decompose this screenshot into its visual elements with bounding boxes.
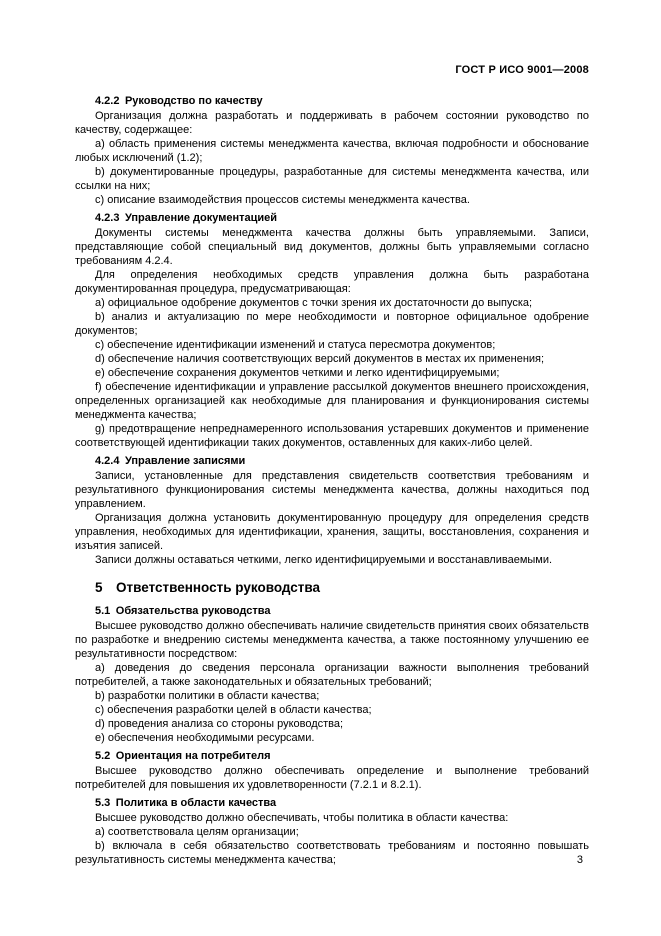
paragraph: Записи, установленные для представления свидетельств соответствия требованиям и результативного функционирования системы менеджмента качества, должны находиться под управлением. bbox=[75, 470, 589, 510]
list-item: b) анализ и актуализацию по мере необходимости и повторное официальное одобрение документов; bbox=[75, 311, 589, 337]
list-item: e) обеспечения необходимыми ресурсами. bbox=[95, 732, 315, 744]
list-item: g) предотвращение непреднамеренного использования устаревших документов и применение соответствующей идентификации таких документов, оставленных для каких-либо целей. bbox=[75, 423, 589, 449]
list-item: a) соответствовала целям организации; bbox=[95, 826, 299, 838]
list-item: a) область применения системы менеджмента качества, включая подробности и обоснование любых исключений (1.2); bbox=[75, 138, 589, 164]
paragraph: Для определения необходимых средств управления должна быть разработана документированная процедура, предусматривающая: bbox=[75, 269, 589, 295]
list-item: c) описание взаимодействия процессов системы менеджмента качества. bbox=[95, 194, 470, 206]
list-item: d) проведения анализа со стороны руководства; bbox=[95, 718, 344, 730]
subsection-heading: 5.1 Обязательства руководства bbox=[95, 605, 271, 617]
document-header: ГОСТ Р ИСО 9001—2008 bbox=[455, 64, 589, 76]
section-heading: 5 Ответственность руководства bbox=[95, 580, 321, 595]
subsection-heading: 4.2.2 Руководство по качеству bbox=[95, 95, 263, 107]
paragraph: Документы системы менеджмента качества должны быть управляемыми. Записи, представляющие собой специальный вид документов, должны быть управляемыми согласно требованиям 4.2.4. bbox=[75, 227, 589, 267]
subsection-heading: 4.2.3 Управление документацией bbox=[95, 212, 278, 224]
paragraph: Высшее руководство должно обеспечивать определение и выполнение требований потребителей для повышения их удовлетворенности (7.2.1 и 8.2.1). bbox=[75, 765, 589, 791]
subsection-heading: 5.3 Политика в области качества bbox=[95, 797, 277, 809]
paragraph: Организация должна разработать и поддерживать в рабочем состоянии руководство по качеству, содержащее: bbox=[75, 110, 589, 136]
list-item: a) официальное одобрение документов с точки зрения их достаточности до выпуска; bbox=[95, 297, 533, 309]
list-item: a) доведения до сведения персонала организации важности выполнения требований потребителей, а также законодательных и обязательных требований; bbox=[75, 662, 589, 688]
subsection-heading: 5.2 Ориентация на потребителя bbox=[95, 750, 271, 762]
paragraph: Записи должны оставаться четкими, легко идентифицируемыми и восстанавливаемыми. bbox=[95, 554, 553, 566]
paragraph: Высшее руководство должно обеспечивать, чтобы политика в области качества: bbox=[95, 812, 509, 824]
paragraph: Организация должна установить документированную процедуру для определения средств управления, необходимых для идентификации, хранения, защиты, восстановления, сохранения и изъятия записей. bbox=[75, 512, 589, 552]
paragraph: Высшее руководство должно обеспечивать наличие свидетельств принятия своих обязательств по разработке и внедрению системы менеджмента качества, а также постоянному улучшению ее результативности посредством: bbox=[75, 620, 589, 660]
page-number: 3 bbox=[576, 854, 583, 866]
document-body bbox=[75, 90, 589, 867]
list-item: c) обеспечения разработки целей в области качества; bbox=[95, 704, 372, 716]
list-item: e) обеспечение сохранения документов четкими и легко идентифицируемыми; bbox=[95, 367, 500, 379]
list-item: f) обеспечение идентификации и управление рассылкой документов внешнего происхождения, определенных организацией как необходимые для планирования и функционирования системы менеджмента качества; bbox=[75, 381, 589, 421]
list-item: c) обеспечение идентификации изменений и статуса пересмотра документов; bbox=[95, 339, 496, 351]
subsection-heading: 4.2.4 Управление записями bbox=[95, 455, 246, 467]
list-item: b) разработки политики в области качества; bbox=[95, 690, 320, 702]
list-item: d) обеспечение наличия соответствующих версий документов в местах их применения; bbox=[95, 353, 545, 365]
list-item: b) включала в себя обязательство соответствовать требованиям и постоянно повышать результативность системы менеджмента качества; bbox=[75, 840, 589, 866]
list-item: b) документированные процедуры, разработанные для системы менеджмента качества, или ссылки на них; bbox=[75, 166, 589, 192]
